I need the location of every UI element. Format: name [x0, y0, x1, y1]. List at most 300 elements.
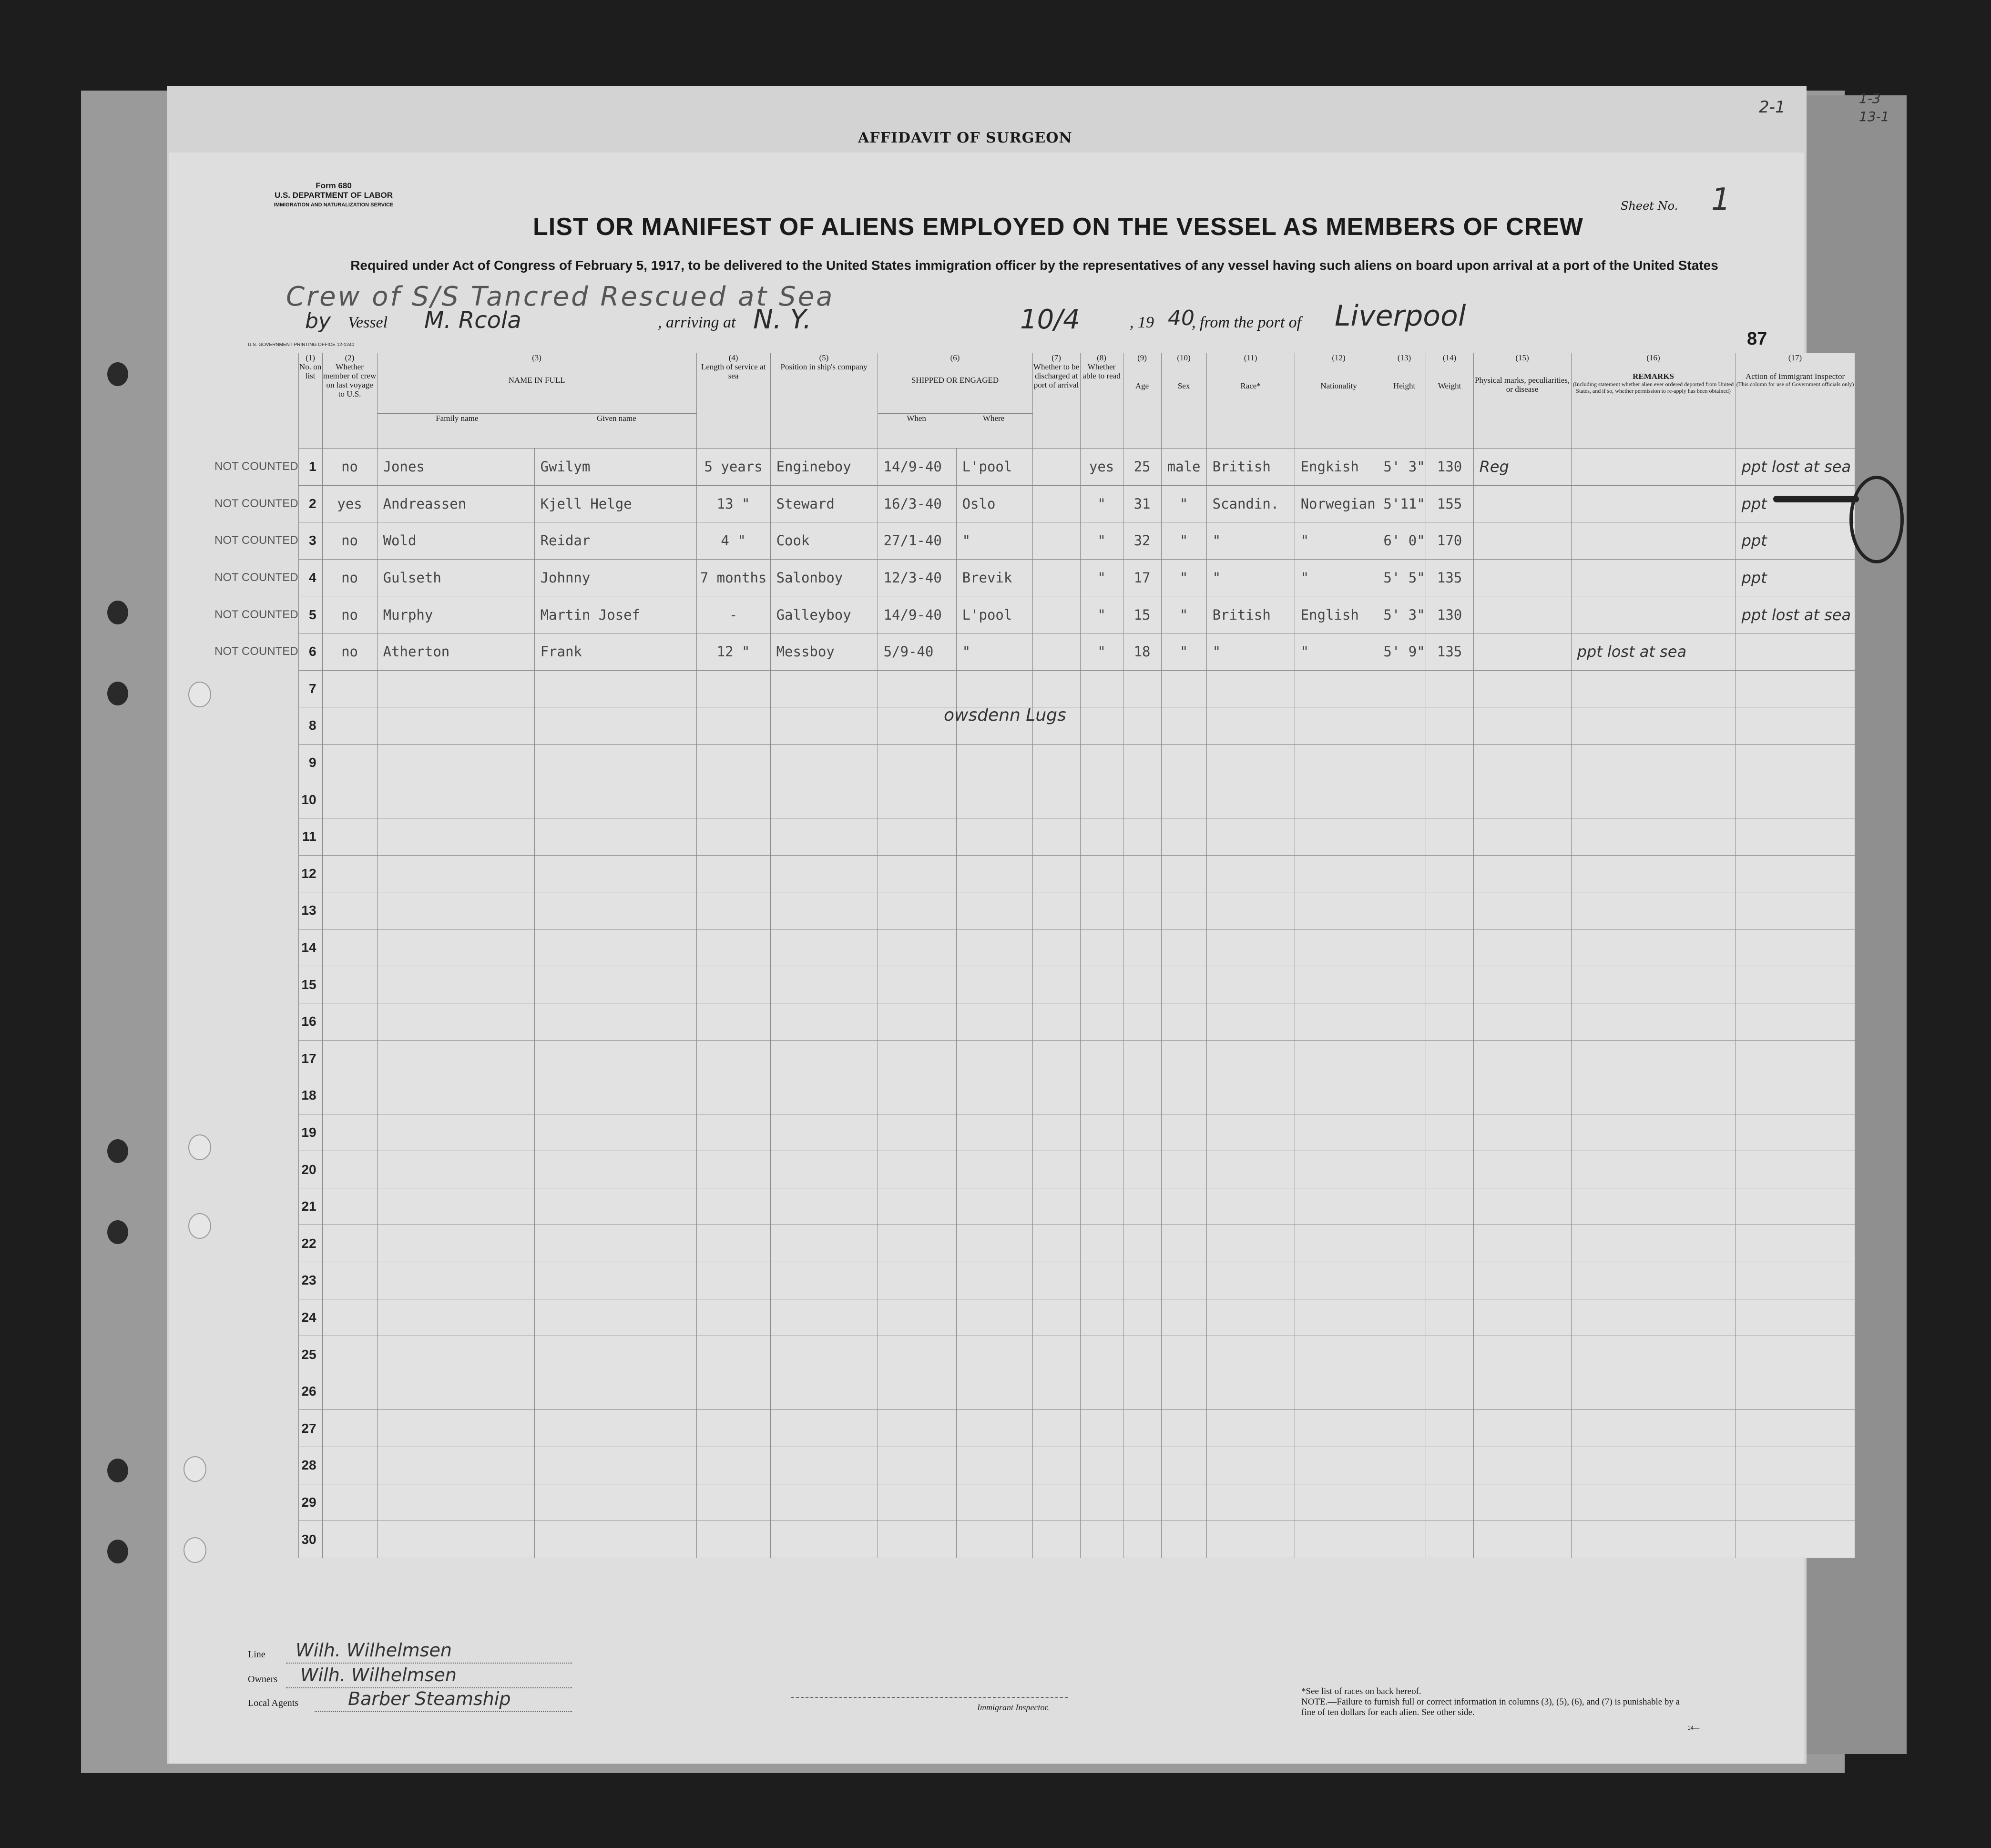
cell-age: [1123, 1077, 1161, 1114]
cell-height: [1383, 1003, 1426, 1040]
cell-remarks: [1571, 1373, 1736, 1410]
row-status: [214, 1373, 298, 1410]
table-row: [214, 1040, 1855, 1077]
cell-family: [377, 1114, 534, 1151]
cell-where: [956, 1373, 1032, 1410]
cell-family: Jones: [377, 449, 534, 486]
cell-read: [1080, 892, 1123, 929]
cell-height: [1383, 744, 1426, 781]
cell-position: [770, 1077, 878, 1114]
cell-where: L'pool: [956, 596, 1032, 633]
footnote-penalty: NOTE.—Failure to furnish full or correct information in columns (3), (5), (6), and (7) is punishable by a fine of ten dollars for each alien. See other side.: [1301, 1697, 1680, 1717]
cell-height: [1383, 1262, 1426, 1299]
printing-office-note: U.S. GOVERNMENT PRINTING OFFICE 12-1240: [248, 342, 355, 347]
cell-prev: [322, 1188, 377, 1225]
cell-given: [534, 1188, 696, 1225]
form-number: Form 680: [316, 181, 352, 190]
cell-physical: [1473, 1188, 1571, 1225]
cell-length: [696, 707, 770, 745]
cell-remarks: ppt lost at sea: [1571, 633, 1736, 670]
cell-length: [696, 1373, 770, 1410]
col-able-to-read: (8) Whether able to read: [1080, 353, 1123, 449]
cell-weight: [1426, 744, 1473, 781]
cell-sex: [1161, 1262, 1206, 1299]
cell-given: [534, 1003, 696, 1040]
cell-nationality: [1295, 1484, 1383, 1521]
cell-position: [770, 670, 878, 707]
cell-length: [696, 1484, 770, 1521]
cell-physical: [1473, 1410, 1571, 1447]
cell-action: [1736, 818, 1855, 855]
row-number: 17: [298, 1040, 322, 1077]
cell-remarks: [1571, 596, 1736, 633]
cell-nationality: English: [1295, 596, 1383, 633]
cell-age: [1123, 707, 1161, 745]
cell-physical: [1473, 818, 1571, 855]
binder-hole-5: [107, 1220, 128, 1244]
cell-family: [377, 1484, 534, 1521]
cell-weight: 170: [1426, 522, 1473, 560]
corner-mark-1: 2-1: [1759, 98, 1786, 117]
cell-family: Wold: [377, 522, 534, 560]
cell-position: [770, 1003, 878, 1040]
cell-age: [1123, 1299, 1161, 1336]
cell-action: [1736, 1336, 1855, 1373]
cell-given: Gwilym: [534, 449, 696, 486]
cell-given: Johnny: [534, 559, 696, 596]
cell-where: Oslo: [956, 485, 1032, 522]
cell-physical: [1473, 1299, 1571, 1336]
cell-prev: [322, 1114, 377, 1151]
cell-nationality: Norwegian: [1295, 485, 1383, 522]
cell-age: [1123, 1262, 1161, 1299]
cell-read: [1080, 1225, 1123, 1262]
cell-prev: no: [322, 449, 377, 486]
cell-family: [377, 1040, 534, 1077]
cell-action: ppt: [1736, 485, 1855, 522]
cell-prev: [322, 1373, 377, 1410]
cell-remarks: [1571, 1151, 1736, 1188]
cell-sex: ": [1161, 559, 1206, 596]
cell-race: [1206, 670, 1295, 707]
cell-nationality: [1295, 1262, 1383, 1299]
cell-action: [1736, 1299, 1855, 1336]
cell-race: [1206, 1484, 1295, 1521]
cell-remarks: [1571, 855, 1736, 892]
cell-physical: [1473, 1151, 1571, 1188]
subcol-where: Where: [982, 414, 1005, 423]
cell-where: [956, 1262, 1032, 1299]
cell-action: [1736, 1410, 1855, 1447]
cell-nationality: [1295, 781, 1383, 818]
cell-length: [696, 1151, 770, 1188]
cell-family: [377, 744, 534, 781]
table-row: [214, 1410, 1855, 1447]
cell-sex: [1161, 1003, 1206, 1040]
cell-length: [696, 818, 770, 855]
cell-action: [1736, 966, 1855, 1003]
cell-sex: [1161, 1336, 1206, 1373]
cell-length: 13 ": [696, 485, 770, 522]
cell-age: [1123, 1040, 1161, 1077]
table-row: [214, 449, 1855, 486]
binder-hole-7: [107, 1540, 128, 1563]
cell-length: [696, 781, 770, 818]
cell-length: [696, 929, 770, 966]
cell-age: [1123, 929, 1161, 966]
cell-height: 5' 9": [1383, 633, 1426, 670]
cell-nationality: [1295, 1114, 1383, 1151]
cell-family: Murphy: [377, 596, 534, 633]
cell-height: [1383, 1373, 1426, 1410]
cell-when: [878, 1447, 956, 1484]
cell-read: [1080, 1262, 1123, 1299]
cell-physical: [1473, 855, 1571, 892]
cell-remarks: [1571, 1188, 1736, 1225]
affidavit-heading: AFFIDAVIT OF SURGEON: [858, 130, 1072, 146]
cell-position: [770, 929, 878, 966]
cell-prev: [322, 1299, 377, 1336]
cell-family: [377, 1521, 534, 1558]
cell-weight: [1426, 1262, 1473, 1299]
cell-family: Andreassen: [377, 485, 534, 522]
cell-nationality: [1295, 1299, 1383, 1336]
cell-discharged: [1032, 1484, 1080, 1521]
cell-remarks: [1571, 449, 1736, 486]
table-row: [214, 1114, 1855, 1151]
cell-remarks: [1571, 1003, 1736, 1040]
cell-remarks: [1571, 1410, 1736, 1447]
cell-discharged: [1032, 1521, 1080, 1558]
cell-physical: [1473, 596, 1571, 633]
cell-sex: [1161, 1151, 1206, 1188]
col-weight: (14) Weight: [1426, 353, 1473, 449]
subcol-when: When: [907, 414, 926, 423]
cell-discharged: [1032, 596, 1080, 633]
row-number: 29: [298, 1484, 322, 1521]
row-status: [214, 1484, 298, 1521]
cell-when: [878, 1336, 956, 1373]
cell-remarks: [1571, 818, 1736, 855]
cell-where: [956, 1521, 1032, 1558]
cell-height: [1383, 1484, 1426, 1521]
cell-when: [878, 1484, 956, 1521]
cell-read: ": [1080, 485, 1123, 522]
table-row: [214, 1336, 1855, 1373]
row-status: [214, 707, 298, 745]
cell-position: [770, 1040, 878, 1077]
table-row: [214, 1521, 1855, 1558]
row-status: [214, 1077, 298, 1114]
cell-nationality: [1295, 1151, 1383, 1188]
cell-prev: [322, 1447, 377, 1484]
cell-sex: [1161, 670, 1206, 707]
table-row: [214, 744, 1855, 781]
cell-where: [956, 1447, 1032, 1484]
cell-prev: [322, 781, 377, 818]
cell-race: [1206, 1299, 1295, 1336]
cell-age: 32: [1123, 522, 1161, 560]
owners-label: Owners: [248, 1674, 278, 1685]
cell-discharged: [1032, 1262, 1080, 1299]
manifest-rows: [214, 449, 1855, 1558]
cell-position: [770, 1299, 878, 1336]
cell-position: [770, 1521, 878, 1558]
cell-nationality: [1295, 744, 1383, 781]
cell-prev: [322, 1410, 377, 1447]
row-status: [214, 1114, 298, 1151]
cell-discharged: [1032, 1114, 1080, 1151]
col-length-of-service: (4) Length of service at sea: [696, 353, 770, 449]
cell-race: [1206, 1114, 1295, 1151]
cell-physical: [1473, 1521, 1571, 1558]
cell-prev: [322, 1040, 377, 1077]
cell-action: [1736, 929, 1855, 966]
col-discharged: (7) Whether to be discharged at port of arrival: [1032, 353, 1080, 449]
binder-hole-2: [107, 601, 128, 624]
col-position: (5) Position in ship's company: [770, 353, 878, 449]
cell-length: 5 years: [696, 449, 770, 486]
cell-action: [1736, 633, 1855, 670]
cell-read: [1080, 966, 1123, 1003]
cell-nationality: [1295, 929, 1383, 966]
cell-sex: [1161, 1521, 1206, 1558]
cell-physical: [1473, 1114, 1571, 1151]
date-value: 10/4: [1020, 304, 1080, 335]
cell-sex: [1161, 1447, 1206, 1484]
cell-nationality: [1295, 818, 1383, 855]
cell-race: [1206, 1151, 1295, 1188]
cell-prev: [322, 1484, 377, 1521]
cell-height: [1383, 1447, 1426, 1484]
cell-given: Reidar: [534, 522, 696, 560]
table-row: [214, 929, 1855, 966]
cell-given: [534, 1447, 696, 1484]
cell-length: [696, 1040, 770, 1077]
col-race: (11) Race*: [1206, 353, 1295, 449]
cell-given: [534, 1114, 696, 1151]
cell-remarks: [1571, 966, 1736, 1003]
row-status: [214, 1299, 298, 1336]
cell-action: [1736, 1225, 1855, 1262]
cell-nationality: [1295, 1077, 1383, 1114]
cell-prev: [322, 929, 377, 966]
cell-remarks: [1571, 744, 1736, 781]
cell-family: [377, 670, 534, 707]
cell-family: [377, 892, 534, 929]
cell-weight: 130: [1426, 596, 1473, 633]
cell-length: -: [696, 596, 770, 633]
cell-age: [1123, 1336, 1161, 1373]
cell-race: Scandin.: [1206, 485, 1295, 522]
row-status: NOT COUNTED: [214, 608, 298, 621]
cell-physical: [1473, 1336, 1571, 1373]
cell-length: [696, 1336, 770, 1373]
crew-manifest-table: [214, 353, 1855, 1558]
row-number: 13: [298, 892, 322, 929]
cell-length: [696, 1225, 770, 1262]
footnote: [1301, 1686, 1692, 1718]
cell-position: Messboy: [770, 633, 878, 670]
cell-age: [1123, 1521, 1161, 1558]
cell-given: [534, 1410, 696, 1447]
cell-length: [696, 1521, 770, 1558]
cell-weight: [1426, 818, 1473, 855]
cell-position: [770, 707, 878, 745]
table-row: [214, 892, 1855, 929]
cell-discharged: [1032, 1077, 1080, 1114]
cell-height: 5' 5": [1383, 559, 1426, 596]
cell-height: [1383, 781, 1426, 818]
cell-weight: [1426, 1484, 1473, 1521]
cell-when: [878, 1225, 956, 1262]
cell-sex: male: [1161, 449, 1206, 486]
cell-physical: [1473, 892, 1571, 929]
cell-given: [534, 1262, 696, 1299]
cell-weight: [1426, 1521, 1473, 1558]
col-shipped-engaged: (6) SHIPPED OR ENGAGED When Where: [878, 353, 1032, 449]
cell-family: [377, 1077, 534, 1114]
cell-action: [1736, 1521, 1855, 1558]
cell-action: ppt: [1736, 559, 1855, 596]
cell-prev: no: [322, 559, 377, 596]
table-row: [214, 485, 1855, 522]
cell-where: ": [956, 633, 1032, 670]
cell-prev: [322, 892, 377, 929]
cell-discharged: [1032, 818, 1080, 855]
cell-age: [1123, 1373, 1161, 1410]
table-row: [214, 1077, 1855, 1114]
cell-age: [1123, 966, 1161, 1003]
cell-when: [878, 1114, 956, 1151]
cell-family: [377, 818, 534, 855]
cell-weight: [1426, 781, 1473, 818]
cell-where: [956, 1114, 1032, 1151]
cell-where: [956, 855, 1032, 892]
cell-physical: [1473, 781, 1571, 818]
cell-weight: [1426, 1225, 1473, 1262]
cell-discharged: [1032, 1410, 1080, 1447]
row-status: [214, 1262, 298, 1299]
cell-weight: [1426, 1151, 1473, 1188]
cell-when: [878, 1262, 956, 1299]
cell-length: [696, 1410, 770, 1447]
cell-given: [534, 818, 696, 855]
cell-age: [1123, 1225, 1161, 1262]
cell-where: L'pool: [956, 449, 1032, 486]
cell-where: [956, 1188, 1032, 1225]
cell-read: ": [1080, 596, 1123, 633]
row-status: [214, 670, 298, 707]
cell-weight: [1426, 966, 1473, 1003]
table-row: [214, 781, 1855, 818]
cell-weight: [1426, 892, 1473, 929]
cell-position: [770, 1336, 878, 1373]
cell-family: [377, 929, 534, 966]
row-number: 15: [298, 966, 322, 1003]
cell-height: 6' 0": [1383, 522, 1426, 560]
cell-nationality: [1295, 1188, 1383, 1225]
table-row: [214, 670, 1855, 707]
cell-race: British: [1206, 596, 1295, 633]
row-number: 24: [298, 1299, 322, 1336]
cell-weight: [1426, 670, 1473, 707]
corner-mark-3: 13-1: [1859, 109, 1889, 124]
cell-given: Frank: [534, 633, 696, 670]
cell-age: [1123, 818, 1161, 855]
cell-nationality: [1295, 855, 1383, 892]
cell-where: [956, 1410, 1032, 1447]
cell-position: [770, 818, 878, 855]
cell-read: [1080, 929, 1123, 966]
row-number: 16: [298, 1003, 322, 1040]
cell-height: [1383, 1521, 1426, 1558]
row-status: [214, 1336, 298, 1373]
cell-race: British: [1206, 449, 1295, 486]
cell-height: [1383, 818, 1426, 855]
cell-discharged: [1032, 929, 1080, 966]
cell-where: [956, 1151, 1032, 1188]
cell-length: [696, 1003, 770, 1040]
binder-hole-3: [107, 682, 128, 705]
cell-read: ": [1080, 633, 1123, 670]
cell-position: [770, 1373, 878, 1410]
cell-where: [956, 781, 1032, 818]
cell-discharged: [1032, 1336, 1080, 1373]
cell-physical: [1473, 707, 1571, 745]
cell-height: 5' 3": [1383, 596, 1426, 633]
row-status: NOT COUNTED: [214, 460, 298, 473]
row-status: [214, 1188, 298, 1225]
row-number: 26: [298, 1373, 322, 1410]
cell-height: [1383, 1151, 1426, 1188]
cell-physical: [1473, 1225, 1571, 1262]
year-value: 40: [1168, 306, 1195, 330]
cell-discharged: [1032, 1040, 1080, 1077]
cell-sex: [1161, 1373, 1206, 1410]
cell-action: ppt lost at sea: [1736, 596, 1855, 633]
row-number: 5: [298, 596, 322, 633]
cell-remarks: [1571, 1484, 1736, 1521]
col-previous-voyage: (2) Whether member of crew on last voyage to U.S.: [322, 353, 377, 449]
cell-weight: [1426, 1188, 1473, 1225]
cell-read: [1080, 1521, 1123, 1558]
cell-length: [696, 1262, 770, 1299]
cell-sex: [1161, 744, 1206, 781]
cell-given: [534, 1077, 696, 1114]
cell-position: [770, 1262, 878, 1299]
cell-given: [534, 929, 696, 966]
table-row: [214, 633, 1855, 670]
cell-prev: yes: [322, 485, 377, 522]
cell-age: [1123, 1114, 1161, 1151]
cell-race: [1206, 892, 1295, 929]
cell-read: [1080, 1003, 1123, 1040]
year-prefix: , 19: [1130, 314, 1154, 331]
cell-read: [1080, 744, 1123, 781]
binder-hole-1: [107, 362, 128, 386]
cell-read: ": [1080, 559, 1123, 596]
cell-family: [377, 855, 534, 892]
cell-read: [1080, 1484, 1123, 1521]
row-status: NOT COUNTED: [214, 645, 298, 658]
col-age: (9) Age: [1123, 353, 1161, 449]
cell-given: [534, 855, 696, 892]
cell-prev: no: [322, 633, 377, 670]
cell-family: [377, 1003, 534, 1040]
cell-nationality: [1295, 670, 1383, 707]
cell-prev: no: [322, 522, 377, 560]
